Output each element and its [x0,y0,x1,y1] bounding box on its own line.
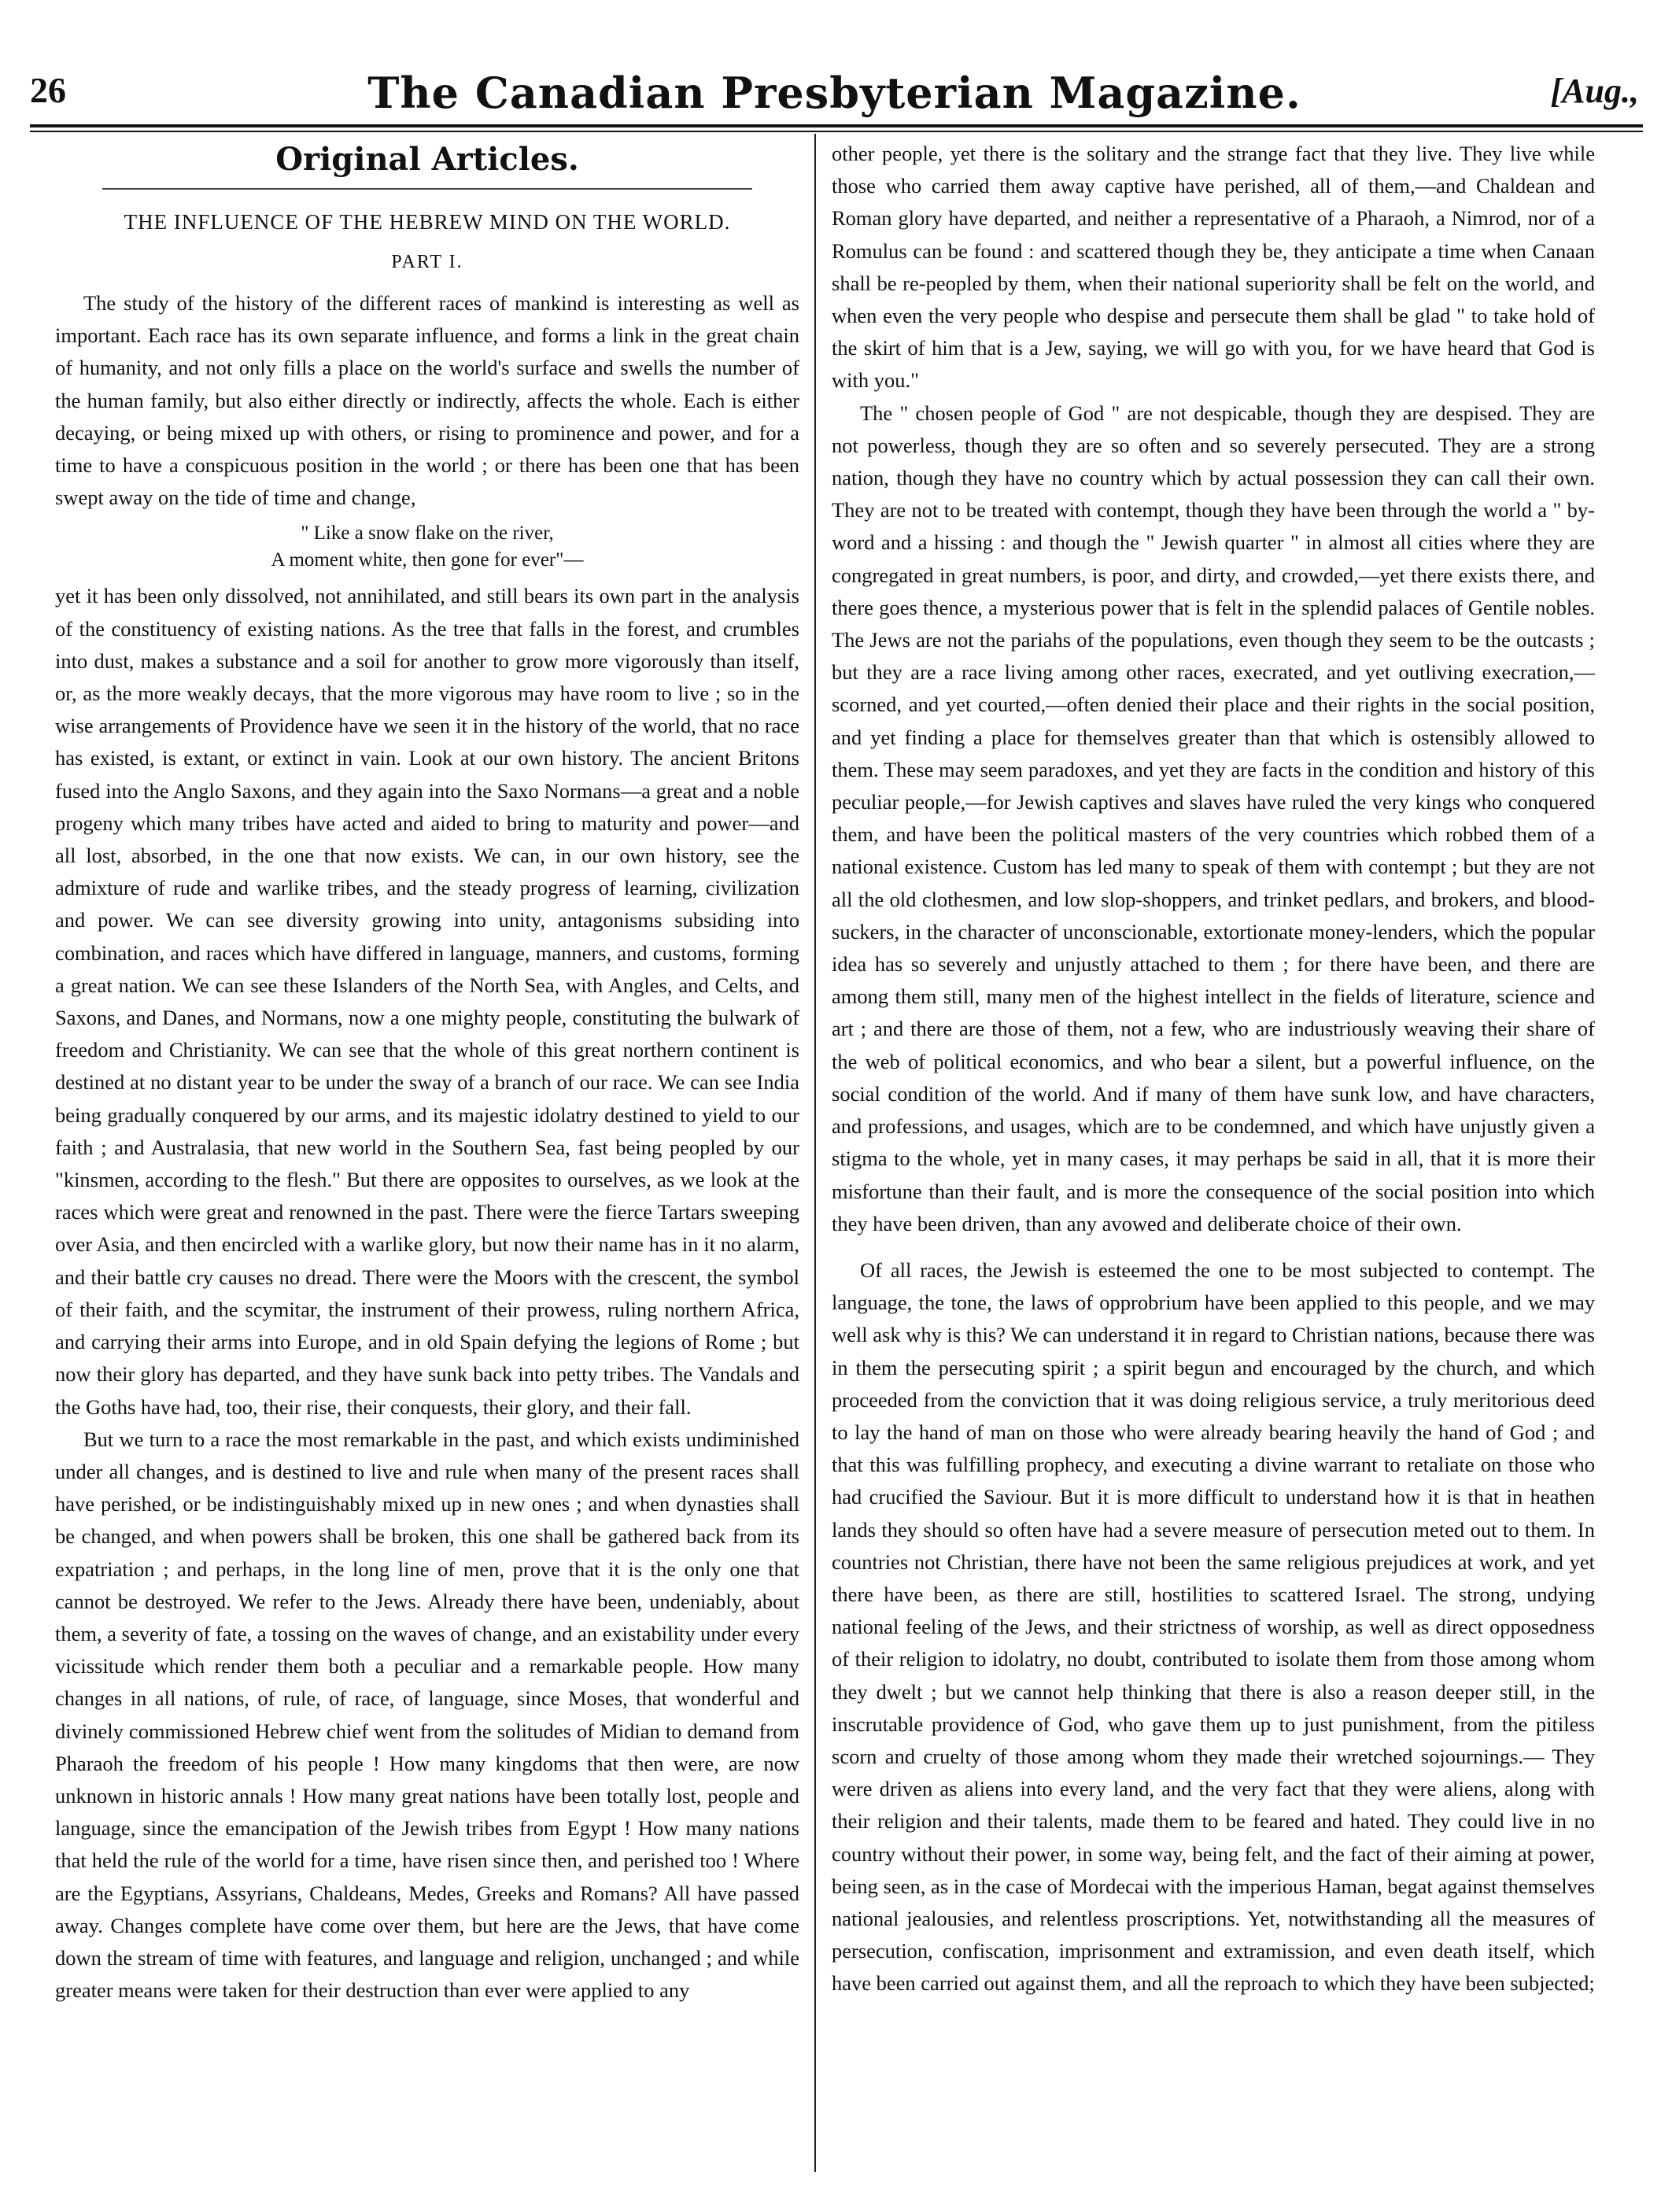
magazine-title: The Canadian Presbyterian Magazine. [367,68,1301,118]
poem-quote [55,520,799,574]
paragraph: yet it has been only dissolved, not annihilated, and still bears its own part in the analysis of the constituency of existing nations. As the tree that falls in the forest, and crumbles into dust, makes a substance and a soil for another to grow more vigorously than itself, or, as the more weakly decays, that the more vigorous may have room to live ; so in the wise arrangements of Providence have we seen it in the history of the world, that no race has existed, is extant, or extinct in vain. Look at our own history. The ancient Britons fused into the Anglo Saxons, and they again into the Saxo Normans—a great and a noble progeny which many tribes have acted and aided to bring to maturity and power—and all lost, absorbed, in the one that now exists. We can, in our own history, see the admixture of rude and warlike tribes, and the steady progress of learning, civilization and power. We can see diversity growing into unity, antagonisms subsiding into combination, and races which have differed in language, manners, and customs, forming a great nation. We can see these Islanders of the North Sea, with Angles, and Celts, and Saxons, and Danes, and Normans, now a one mighty people, constituting the bulwark of freedom and Christianity. We can see that the whole of this great northern continent is destined at no distant year to be under the sway of a branch of our race. We can see India being gradually conquered by our arms, and its majestic idolatry destined to yield to our faith ; and Australasia, that new world in the Southern Sea, fast being peopled by our "kinsmen, according to the flesh." But there are opposites to ourselves, as we look at the races which were great and renowned in the past. There were the fierce Tartars sweeping over Asia, and then encircled with a warlike glory, but now their name has in it no alarm, and their battle cry causes no dread. There were the Moors with the crescent, the symbol of their faith, and the scymitar, the instrument of their prowess, ruling northern Africa, and carrying their arms into Europe, and in old Spain defying the legions of Rome ; but now their glory has departed, and they have sunk back into petty tribes. The Vandals and the Goths have had, too, their rise, their conquests, their glory, and their fall. [55,584,799,1419]
section-heading: Original Articles. [275,141,579,178]
article-title: THE INFLUENCE OF THE HEBREW MIND ON THE WORLD. [124,210,731,234]
part-label: PART I. [391,252,463,272]
poem-line: " Like a snow flake on the river, [301,523,554,545]
right-column [832,138,1595,2000]
paragraph: The " chosen people of God " are not despicable, though they are despised. They are not powerless, though they are so often and so severely persecuted. They are a strong nation, though they have no country which by actual possession they can call their own. They are not to be treated with contempt, though they have been through the world a " by-word and a hissing : and though the " Jewish quarter " in almost all cities where they are congregated in great numbers, is poor, and dirty, and crowded,—yet there exists there, and there goes thence, a mysterious power that is felt in the splendid palaces of Gentile nobles. The Jews are not the pariahs of the populations, even though they seem to be the outcasts ; but they are a race living among other races, execrated, and yet outliving execration,—scorned, and yet courted,—often denied their place and their rights in the social position, and yet finding a place for themselves greater than that which is ostensibly allowed to them. These may seem paradoxes, and yet they are facts in the condition and history of this peculiar people,—for Jewish captives and slaves have ruled the very kings who conquered them, and have been the political masters of the very countries which robbed them of a national existence. Custom has led many to speak of them with contempt ; but they are not all the old clothesmen, and low slop-shoppers, and trinket pedlars, and brokers, and blood-suckers, in the character of unconscionable, extortionate money-lenders, which the popular idea has so severely and unjustly attached to them ; for there have been, and there are among them still, many men of the highest intellect in the fields of literature, science and art ; and there are those of them, not a few, who are industriously weaving their share of the web of political economics, and who bear a silent, but a powerful influence, on the social condition of the world. And if many of them have sunk low, and have characters, and professions, and usages, which are to be condemned, and which have unjustly given a stigma to the whole, yet in many cases, it may perhaps be said in all, that it is more their misfortune than their fault, and is more the consequence of the social position into which they have been driven, than any avowed and deliberate choice of their own. [832,401,1595,1235]
poem-line: A moment white, then gone for ever"— [271,549,584,571]
header-rule-thin [30,131,1643,132]
paragraph: Of all races, the Jewish is esteemed the one to be most subjected to contempt. The language, the tone, the laws of opprobrium have been applied to this people, and we may well ask why is this? We can understand it in regard to Christian nations, because there was in them the persecuting spirit ; a spirit begun and encouraged by the church, and which proceeded from the conviction that it was doing religious service, a truly meritorious deed to lay the hand of man on those who were already bearing heavily the hand of God ; and that this was fulfilling prophecy, and executing a divine warrant to retaliate on those who had crucified the Saviour. But it is more difficult to understand how it is that in heathen lands they should so often have had a severe measure of persecution meted out to them. In countries not Christian, there have not been the same religious prejudices at work, and yet there have been, as there are still, hostilities to scattered Israel. The strong, undying national feeling of the Jews, and their strictness of worship, as well as direct opposedness of their religion to idolatry, no doubt, contributed to isolate them from those among whom they dwelt ; but we cannot help thinking that there is also a reason deeper still, in the inscrutable providence of God, who gave them up to just punishment, from the pitiless scorn and cruelty of those among whom they made their wretched sojournings.— They were driven as aliens into every land, and the very fact that they were aliens, along with their religion and their talents, made them to be feared and hated. They could live in no country without their power, in some way, being felt, and the fact of their aiming at power, being seen, as in the case of Mordecai with the imperious Haman, begat against themselves national jealousies, and relentless proscriptions. Yet, notwithstanding all the measures of persecution, confiscation, imprisonment and extramission, and even death itself, which have been carried out against them, and all the reproach to which they have been subjected; [832,1257,1595,1996]
page-header [30,69,1639,124]
issue-month: [Aug., [1550,72,1639,110]
left-column [55,138,799,2007]
section-rule [102,188,752,190]
paragraph: other people, yet there is the solitary and the strange fact that they live. They live while those who carried them away captive have perished, all of them,—and Chaldean and Roman glory have departed, and neither a representative of a Pharaoh, a Nimrod, nor of a Romulus can be found : and scattered though they be, they anticipate a time when Canaan shall be re-peopled by them, when their national superiority shall be felt on the world, and when even the very people who despise and persecute them shall be glad " to take hold of the skirt of him that is a Jew, saying, we will go with you, for we have heard that God is with you." [832,142,1595,393]
column-divider [814,134,816,2172]
page-number: 26 [30,70,66,110]
header-rule-thick [30,124,1643,127]
paragraph: The study of the history of the different races of mankind is interesting as well as important. Each race has its own separate influence, and forms a link in the great chain of humanity, and not only fills a place on the world's surface and swells the number of the human family, but also either directly or indirectly, affects the whole. Each is either decaying, or being mixed up with others, or rising to prominence and power, and for a time to have a conspicuous position in the world ; or there has been one that has been swept away on the tide of time and change, [55,291,799,510]
paragraph: But we turn to a race the most remarkable in the past, and which exists undiminished under all changes, and is destined to live and rule when many of the present races shall have perished, or be indistinguishably mixed up in new ones ; and when dynasties shall be changed, and when powers shall be broken, this one shall be gathered back from its expatriation ; and perhaps, in the long line of men, prove that it is the only one that cannot be destroyed. We refer to the Jews. Already there have been, undeniably, about them, a severity of fate, a tossing on the waves of change, and an existability under every vicissitude which render them both a peculiar and a remarkable people. How many changes in all nations, of rule, of race, of language, since Moses, that wonderful and divinely commissioned Hebrew chief went from the solitudes of Midian to demand from Pharaoh the freedom of his people ! How many kingdoms that then were, are now unknown in historic annals ! How many great nations have been totally lost, people and language, since the emancipation of the Jewish tribes from Egypt ! How many nations that held the rule of the world for a time, have risen since then, and perished too ! Where are the Egyptians, Assyrians, Chaldeans, Medes, Greeks and Romans? All have passed away. Changes complete have come over them, but here are the Jews, that have come down the stream of time with features, and language and religion, unchanged ; and while greater means were taken for their destruction than ever were applied to any [55,1427,799,2003]
